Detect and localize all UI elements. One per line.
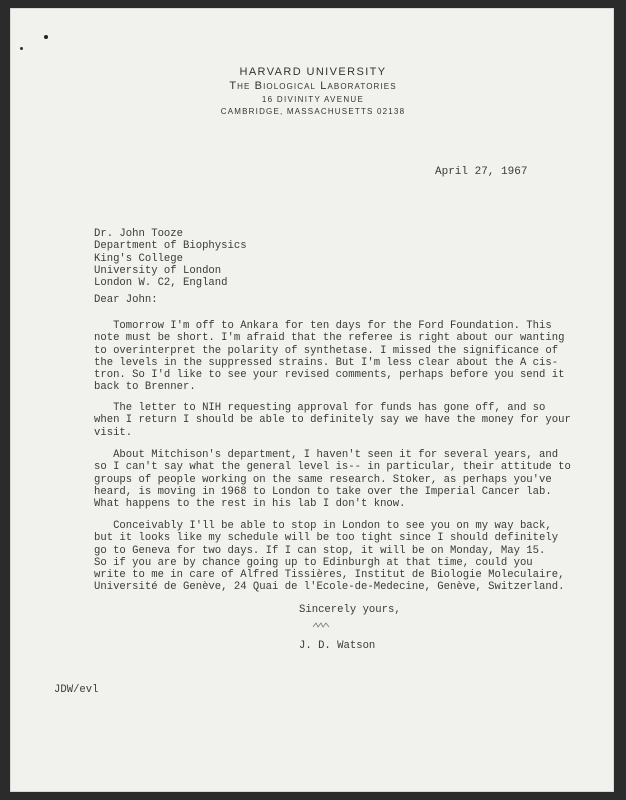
letterhead-city: CAMBRIDGE, MASSACHUSETTS 02138 <box>220 107 406 116</box>
letter-date: April 27, 1967 <box>435 166 528 178</box>
signature-mark <box>312 620 330 630</box>
paragraph-line: tron. So I'd like to see your revised comments, perhaps before you send it <box>94 369 565 382</box>
letterhead-institution: HARVARD UNIVERSITY <box>239 66 387 78</box>
paragraph-line: heard, is moving in 1968 to London to take over the Imperial Cancer lab. <box>94 485 552 498</box>
body-paragraph <box>94 520 565 594</box>
ink-speck <box>20 47 23 50</box>
paragraph-line: What happens to the rest in his lab I don't know. <box>94 498 406 511</box>
body-paragraph <box>94 320 565 394</box>
paragraph-line: Conceivably I'll be able to stop in London to see you on my way back, <box>94 520 552 532</box>
address-line: London W. C2, England <box>94 277 228 290</box>
paragraph-line: visit. <box>94 426 133 439</box>
address-line: Dr. John Tooze <box>94 228 184 240</box>
paragraph-line: but it looks like my schedule will be too tight since I should definitely <box>94 532 559 545</box>
paragraph-line: note must be short. I'm afraid that the referee is right about our wanting <box>94 332 565 345</box>
paragraph-line: groups of people working on the same research. Stoker, as perhaps you've <box>94 473 552 486</box>
paragraph-line: go to Geneva for two days. If I can stop, it will be on Monday, May 15. <box>94 544 546 557</box>
paragraph-line: About Mitchison's department, I haven't seen it for several years, and <box>94 449 559 461</box>
paragraph-line: when I return I should be able to definitely say we have the money for your <box>94 414 571 427</box>
paragraph-line: to overinterpret the polarity of synthetase. I missed the significance of <box>94 344 559 357</box>
letter-page <box>10 8 614 792</box>
recipient-address <box>94 228 247 289</box>
address-line: University of London <box>94 264 222 277</box>
paragraph-line: back to Brenner. <box>94 381 196 394</box>
paragraph-line: Tomorrow I'm off to Ankara for ten days for the Ford Foundation. This <box>94 320 552 332</box>
reference-initials: JDW/evl <box>54 684 99 696</box>
paragraph-line: the levels in the suppressed strains. But I'm less clear about the A cis- <box>94 356 559 369</box>
ink-speck <box>44 35 48 39</box>
address-line: King's College <box>94 252 184 265</box>
letterhead-street: 16 DIVINITY AVENUE <box>261 95 365 104</box>
paragraph-line: Université de Genève, 24 Quai de l'Ecole-de-Medecine, Genève, Switzerland. <box>94 581 565 594</box>
letterhead-department: The Biological Laboratories <box>229 80 397 92</box>
paragraph-line: so I can't say what the general level is-- in particular, their attitude to <box>94 461 571 474</box>
body-paragraph <box>94 449 571 511</box>
body-paragraph <box>94 402 571 439</box>
paragraph-line: So if you are by chance going up to Edinburgh at that time, could you <box>94 556 533 569</box>
letterhead <box>200 66 426 118</box>
salutation: Dear John: <box>94 294 158 306</box>
paragraph-line: write to me in care of Alfred Tissières, Institut de Biologie Moleculaire, <box>94 569 565 582</box>
paragraph-line: The letter to NIH requesting approval for funds has gone off, and so <box>94 402 546 414</box>
signature-name: J. D. Watson <box>299 640 376 652</box>
closing: Sincerely yours, <box>299 604 401 616</box>
address-line: Department of Biophysics <box>94 240 247 253</box>
